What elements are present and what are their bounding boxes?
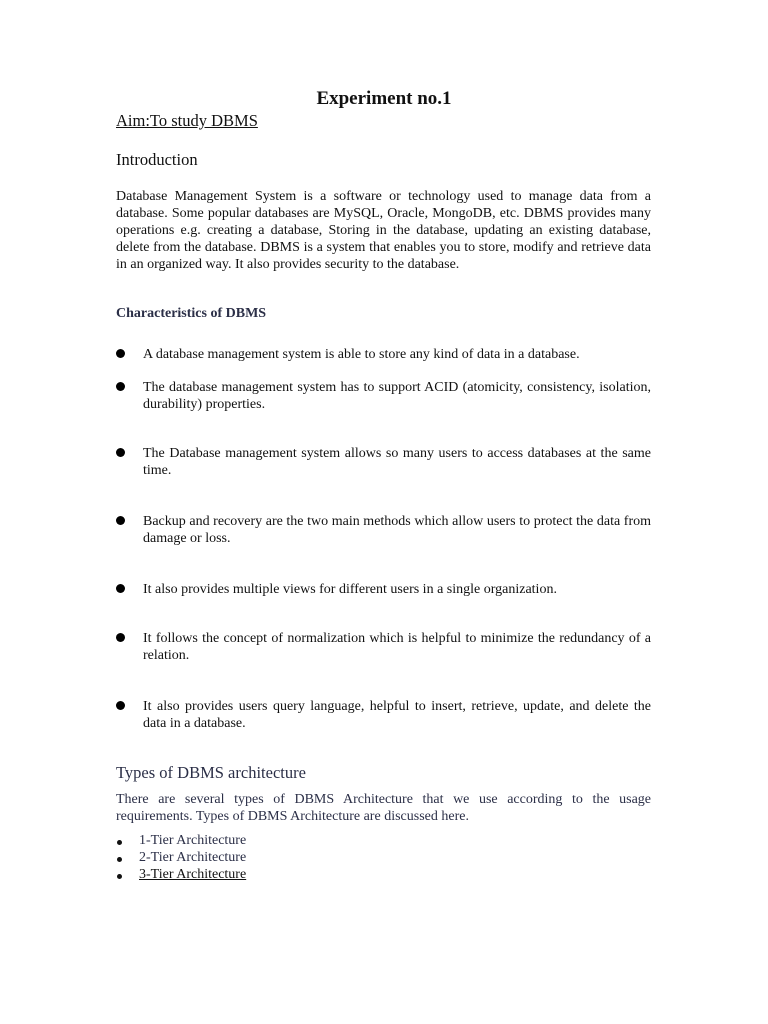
types-heading: Types of DBMS architecture	[116, 763, 306, 782]
bullet-icon	[117, 840, 122, 845]
bullet-icon	[116, 349, 125, 358]
bullet-icon	[116, 701, 125, 710]
introduction-heading: Introduction	[116, 150, 198, 169]
types-paragraph: There are several types of DBMS Architecture that we use according to the usage requirements. Types of DBMS Architecture are discussed here.	[116, 792, 651, 824]
bullet-icon	[117, 857, 122, 862]
characteristics-heading: Characteristics of DBMS	[116, 306, 267, 321]
aim-heading: Aim:To study DBMS	[116, 111, 258, 130]
architecture-label: 1-Tier Architecture	[139, 833, 247, 848]
characteristic-text: It also provides multiple views for different users in a single organization.	[143, 582, 557, 597]
characteristic-text: The database management system has to support ACID (atomicity, consistency, isolation, durability) properties.	[143, 380, 651, 412]
bullet-icon	[116, 584, 125, 593]
bullet-icon	[116, 448, 125, 457]
bullet-icon	[116, 382, 125, 391]
architecture-label: 2-Tier Architecture	[139, 850, 247, 865]
introduction-paragraph: Database Management System is a software or technology used to manage data from a database. Some popular databases are MySQL, Oracle, MongoDB, etc. DBMS provides many operations e.g. creating a database, Storing in the database, updating an existing database, delete from the database. DBMS is a system that enables you to store, modify and retrieve data in an organized way. It also provides security to the database.	[116, 189, 651, 272]
characteristic-text: The Database management system allows so many users to access databases at the same time.	[143, 446, 651, 478]
bullet-icon	[116, 633, 125, 642]
architecture-link[interactable]: 3-Tier Architecture	[139, 867, 247, 882]
characteristic-text: It follows the concept of normalization which is helpful to minimize the redundancy of a relation.	[143, 631, 651, 663]
characteristic-text: A database management system is able to store any kind of data in a database.	[143, 347, 580, 362]
characteristic-text: It also provides users query language, helpful to insert, retrieve, update, and delete the data in a database.	[143, 699, 651, 731]
bullet-icon	[117, 874, 122, 879]
document-title: Experiment no.1	[316, 88, 452, 109]
characteristic-text: Backup and recovery are the two main methods which allow users to protect the data from damage or loss.	[143, 514, 651, 546]
bullet-icon	[116, 516, 125, 525]
